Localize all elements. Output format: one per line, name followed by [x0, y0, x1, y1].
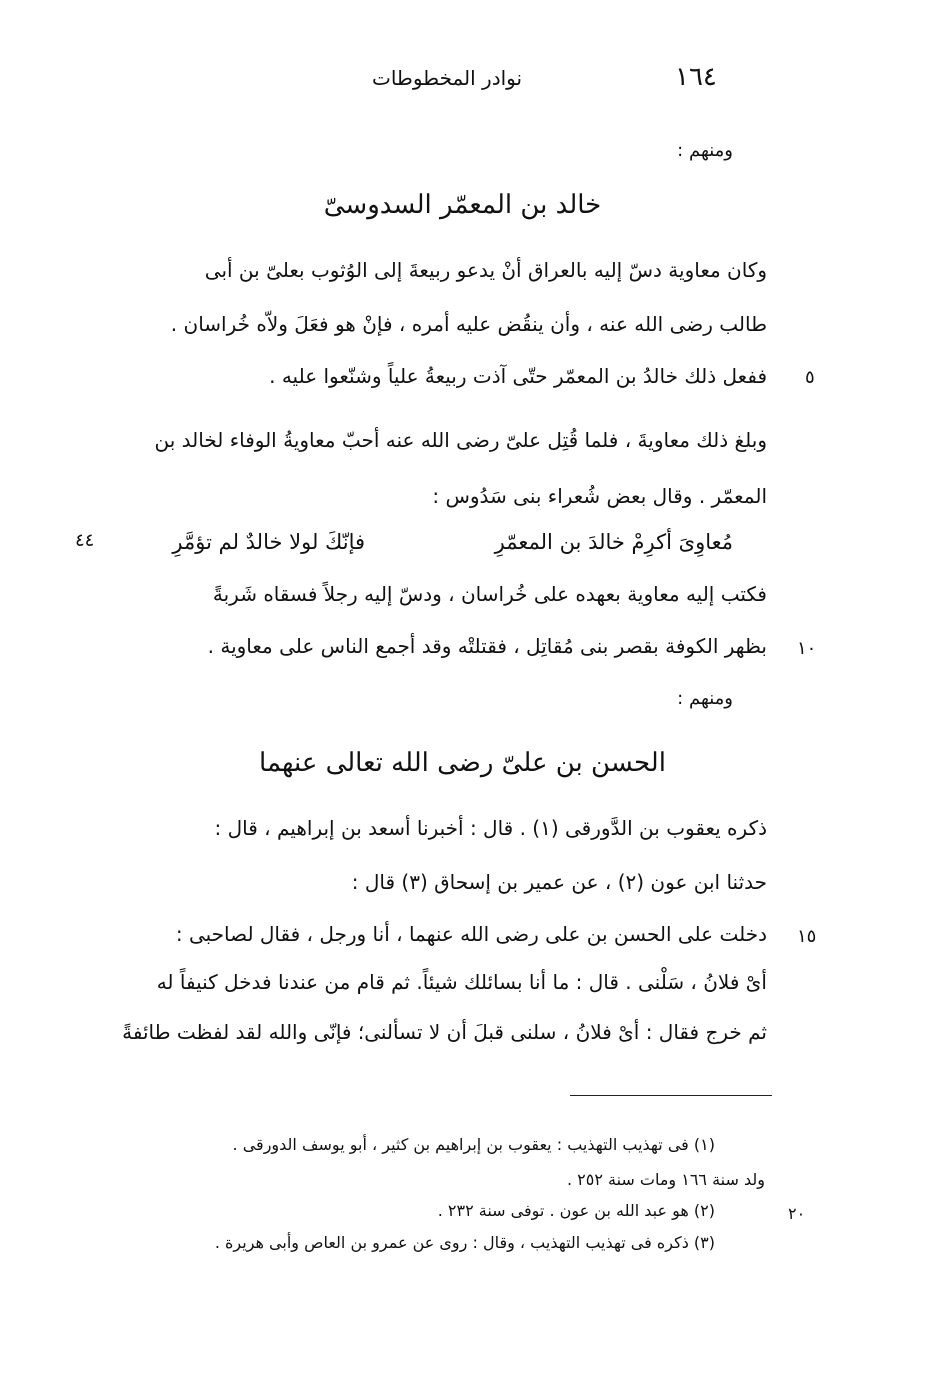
section-intro-2: ومنهم :: [677, 688, 733, 709]
footnote: (١) فى تهذيب التهذيب : يعقوب بن إبراهيم بن كثير ، أبو يوسف الدورقى .: [232, 1135, 715, 1154]
paragraph-line: ففعل ذلك خالدُ بن المعمّر حتّى آذت ربيعةُ علياً وشنّعوا عليه .: [269, 364, 767, 388]
page-number: ١٦٤: [675, 62, 717, 92]
running-title: نوادر المخطوطات: [372, 66, 523, 90]
footnote: (٢) هو عبد الله بن عون . توفى سنة ٢٣٢ .: [437, 1201, 715, 1220]
paragraph-line: ثم خرج فقال : أىْ فلانُ ، سلنى قبلَ أن لا تسألنى؛ فإنّى والله لقد لفظت طائفةً: [122, 1020, 767, 1044]
paragraph-line: حدثنا ابن عون (٢) ، عن عمير بن إسحاق (٣) قال :: [351, 870, 767, 894]
paragraph-line: بظهر الكوفة بقصر بنى مُقاتِل ، فقتلتْه وقد أجمع الناس على معاوية .: [207, 634, 767, 658]
footnote-divider: [570, 1095, 772, 1096]
paragraph-line: أىْ فلانُ ، سَلْنى . قال : ما أنا بسائلك شيئاً. ثم قام من عندنا فدخل كنيفاً له: [156, 970, 767, 994]
margin-page-ref-44: ٤٤: [75, 530, 95, 551]
section-heading-2: الحسن بن علىّ رضى الله تعالى عنهما: [259, 748, 666, 778]
section-heading-1: خالد بن المعمّر السدوسىّ: [323, 190, 602, 220]
paragraph-line: وبلغ ذلك معاويةَ ، فلما قُتِل علىّ رضى الله عنه أحبّ معاويةُ الوفاء لخالد بن: [154, 428, 767, 452]
paragraph-line: فكتب إليه معاوية بعهده على خُراسان ، ودسّ إليه رجلاً فسقاه شَربةً: [212, 582, 767, 606]
footnote: (٣) ذكره فى تهذيب التهذيب ، وقال : روى عن عمرو بن العاص وأبى هريرة .: [214, 1233, 715, 1252]
paragraph-line: طالب رضى الله عنه ، وأن ينقُض عليه أمره ، فإنْ هو فعَلَ ولاّه خُراسان .: [170, 312, 767, 336]
verse-first-hemistich: مُعاوِىَ أكرِمْ خالدَ بن المعمّرِ: [494, 530, 733, 554]
paragraph-line: دخلت على الحسن بن على رضى الله عنهما ، أنا ورجل ، فقال لصاحبى :: [175, 922, 767, 946]
section-intro-1: ومنهم :: [677, 140, 733, 161]
paragraph-line: ذكره يعقوب بن الدَّورقى (١) . قال : أخبرنا أسعد بن إبراهيم ، قال :: [214, 816, 767, 840]
line-number-10: ١٠: [797, 638, 817, 659]
line-number-5: ٥: [805, 367, 815, 388]
footnote-continuation: ولد سنة ١٦٦ ومات سنة ٢٥٢ .: [566, 1170, 765, 1189]
verse-second-hemistich: فإنّكَ لولا خالدٌ لم تؤمَّرِ: [172, 530, 365, 554]
paragraph-line: وكان معاوية دسّ إليه بالعراق أنْ يدعو ربيعةَ إلى الوُثوب بعلىّ بن أبى: [204, 258, 767, 282]
paragraph-line: المعمّر . وقال بعض شُعراء بنى سَدُوس :: [432, 484, 767, 508]
line-number-15: ١٥: [797, 926, 817, 947]
line-number-20: ٢٠: [788, 1204, 806, 1223]
